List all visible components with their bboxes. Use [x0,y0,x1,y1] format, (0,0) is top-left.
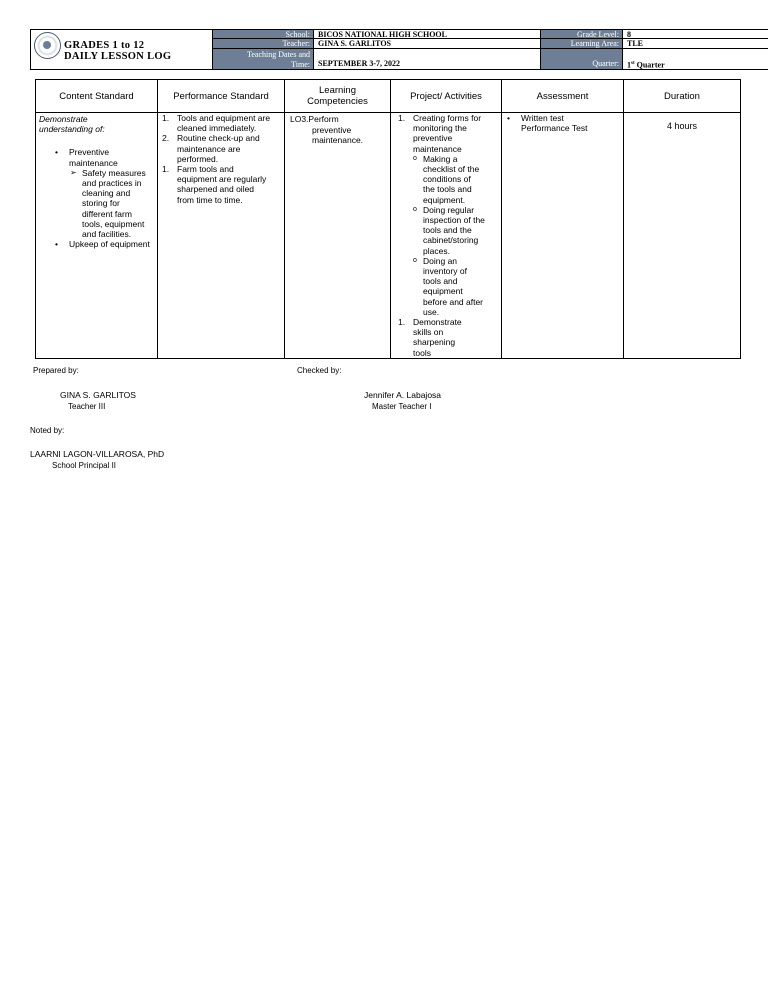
arrow-bullet-icon: ➢ [70,167,77,177]
project-sub-line: Making a [423,153,458,164]
project-sub-line: inventory of [423,266,467,277]
project-line: monitoring the [413,123,467,134]
project-sub-2 [391,205,501,256]
title-line2: DAILY LESSON LOG [64,51,172,62]
perf-line: equipment are regularly [177,174,267,185]
perf-line: Tools and equipment are [177,113,271,123]
prepared-label: Prepared by: [33,366,79,375]
quarter-word: Quarter [636,60,665,70]
circle-bullet-icon: o [413,256,417,264]
content-bullet-2 [36,239,157,249]
checked-title: Master Teacher I [372,402,432,411]
circle-bullet-icon: o [413,205,417,213]
table-header-row [36,80,741,113]
area-label: Learning Area: [541,39,623,49]
content-intro [36,113,157,135]
project-item-1 [391,113,501,154]
checked-label: Checked by: [297,366,342,375]
quarter-value [623,49,768,70]
content-bullet2: Upkeep of equipment [69,239,150,250]
content-sub-line: Safety measures [82,167,146,178]
prepared-name: GINA S. GARLITOS [60,390,136,400]
bullet-icon: • [55,239,58,250]
competency-line2: preventive [312,125,352,136]
content-sub-line: and practices in [82,178,142,189]
performance-item-3 [158,164,284,205]
project-sub-line: use. [423,306,440,317]
dates-label-line1: Teaching Dates and [247,50,310,59]
project-sub-line: conditions of [423,174,471,185]
perf-line: cleaned immediately. [177,123,257,134]
quarter-label: Quarter: [541,49,623,70]
performance-item-1 [158,113,284,133]
perf-item2-num: 2. [162,133,170,144]
content-bullet1-line1: Preventive [69,147,110,158]
teacher-label: Teacher: [212,39,314,49]
project-sub-line: the tools and [423,184,472,195]
project-sub-line: places. [423,245,450,256]
project-line: tools [413,347,431,358]
content-bullet-1 [36,147,157,167]
project-sub-line: equipment. [423,194,466,205]
project-item1-num: 1. [398,113,406,123]
content-intro-line2: understanding of: [39,124,105,135]
project-sub-line: cabinet/storing [423,235,479,246]
content-bullet1-line2: maintenance [69,157,118,168]
area-value: TLE [623,39,768,49]
project-line: maintenance [413,143,462,154]
perf-line: Routine check-up and [177,133,260,144]
perf-line: performed. [177,153,219,164]
dates-label-line2: Time: [291,60,310,69]
teacher-value: GINA S. GARLITOS [314,39,541,49]
project-line: skills on [413,327,444,338]
header-performance-standard: Performance Standard [158,80,285,113]
prepared-title: Teacher III [68,402,106,411]
noted-label: Noted by: [30,426,65,435]
school-label: School: [212,29,314,39]
circle-bullet-icon: o [413,154,417,162]
dates-value: SEPTEMBER 3-7, 2022 [314,49,541,70]
content-sub-bullet [36,168,157,239]
project-line: Demonstrate [413,317,462,328]
checked-name: Jennifer A. Labajosa [364,390,442,400]
perf-line: Farm tools and [177,164,234,175]
header-project-activities: Project/ Activities [391,80,502,113]
quarter-num: 1 [627,60,631,70]
header-duration: Duration [624,80,741,113]
grade-value: 8 [623,29,768,39]
school-value: BICOS NATIONAL HIGH SCHOOL [314,29,541,39]
content-sub-line: cleaning and [82,188,131,199]
grade-label: Grade Level: [541,29,623,39]
project-line: sharpening [413,337,456,348]
header-competencies-line2: Competencies [307,96,368,107]
quarter-sup: st [631,61,635,66]
cell-assessment [502,113,624,359]
content-sub-line: different farm [82,208,132,219]
project-sub-1 [391,154,501,205]
header-content-standard: Content Standard [36,80,158,113]
project-sub-line: Doing an [423,255,458,266]
header-learning-competencies [285,80,391,113]
duration-value: 4 hours [666,121,698,131]
dates-label [212,49,314,70]
perf-item1-num: 1. [162,113,170,123]
header-assessment: Assessment [502,80,624,113]
project-sub-3 [391,256,501,317]
deped-seal-icon [34,32,61,59]
assessment-line1: Written test [521,113,564,123]
noted-name: LAARNI LAGON-VILLAROSA, PhD [30,449,165,459]
project-sub-line: Doing regular [423,204,475,215]
perf-line: sharpened and oiled [177,184,255,195]
perf-line: from time to time. [177,194,243,205]
project-sub-line: tools and the [423,225,472,236]
project-sub-line: equipment [423,286,463,297]
bullet-icon: • [507,113,510,123]
assessment-line2: Performance Test [521,123,588,134]
project-sub-line: tools and [423,276,458,287]
title-line1: GRADES 1 to 12 [64,40,145,51]
content-intro-line1: Demonstrate [39,114,88,124]
competency-line3: maintenance. [312,135,364,146]
project-sub-line: before and after [423,296,484,307]
content-sub-line: tools, equipment [82,218,145,229]
cell-project-activities [391,113,502,359]
project-sub-line: checklist of the [423,164,480,175]
perf-line: maintenance are [177,143,241,154]
competency-line1: LO3.Perform [290,114,339,124]
perf-item3-num: 1. [162,164,170,175]
header-competencies-line1: Learning [319,85,356,96]
project-item-2 [391,317,501,358]
cell-performance-standard [158,113,285,359]
lesson-table [35,79,741,359]
cell-learning-competencies [285,113,391,359]
cell-duration [624,113,741,359]
performance-item-2 [158,133,284,164]
table-row [36,113,741,359]
bullet-icon: • [55,147,58,158]
cell-content-standard [36,113,158,359]
project-item2-num: 1. [398,317,406,328]
project-line: Creating forms for [413,113,482,123]
project-sub-line: inspection of the [423,215,485,226]
project-line: preventive [413,133,453,144]
content-sub-line: and facilities. [82,229,132,240]
assessment-item [502,113,623,133]
content-sub-line: storing for [82,198,120,209]
noted-title: School Principal II [52,461,117,470]
